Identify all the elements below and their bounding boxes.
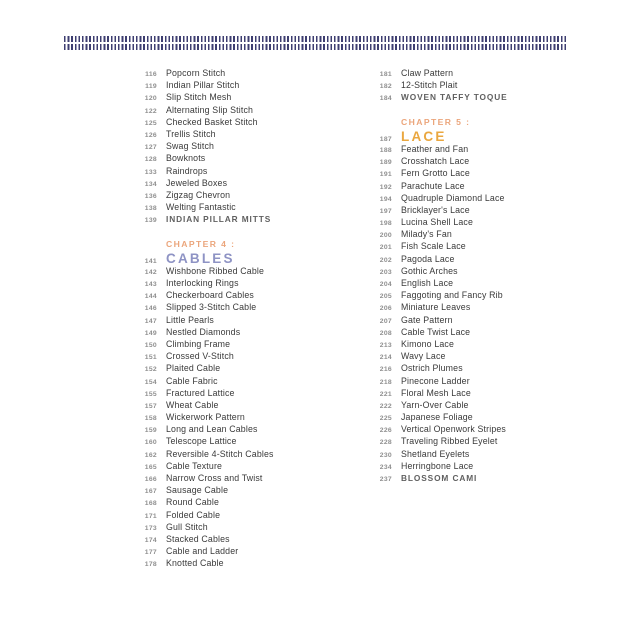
page-number: 167 <box>144 488 157 496</box>
toc-entry-row <box>118 141 358 153</box>
entry-title: Faggoting and Fancy Rib <box>401 290 503 301</box>
entry-title: Plaited Cable <box>166 363 221 374</box>
toc-entry-row <box>353 424 593 436</box>
entry-title: Nestled Diamonds <box>166 326 241 337</box>
entry-title: Round Cable <box>166 497 220 508</box>
entry-title: Indian Pillar Stitch <box>166 80 240 91</box>
page-number: 184 <box>379 95 392 103</box>
entry-title: Interlocking Rings <box>166 278 239 288</box>
toc-entry-row <box>118 436 358 448</box>
toc-entry-row <box>118 117 358 129</box>
toc-entry-row <box>118 510 358 522</box>
page-number: 177 <box>144 549 157 557</box>
toc-entry-row <box>118 400 358 412</box>
page-number: 198 <box>379 220 392 228</box>
toc-entry-row <box>118 92 358 104</box>
page-number: 152 <box>144 366 157 374</box>
toc-entry-row <box>353 278 593 290</box>
entry-title: Narrow Cross and Twist <box>166 473 263 483</box>
chapter-label-row <box>353 117 593 129</box>
entry-title: Traveling Ribbed Eyelet <box>401 436 498 447</box>
entry-title: Ostrich Plumes <box>401 363 463 374</box>
toc-entry-row <box>353 156 593 168</box>
page-number: 159 <box>144 427 157 435</box>
entry-title: Floral Mesh Lace <box>401 387 471 398</box>
spacer <box>118 226 358 238</box>
page-number: 138 <box>144 205 157 213</box>
toc-entry-row <box>353 68 593 80</box>
entry-title: Fractured Lattice <box>166 387 235 398</box>
entry-title: Slipped 3-Stitch Cable <box>166 302 257 313</box>
entry-title: Pinecone Ladder <box>401 375 470 386</box>
page-number: 160 <box>144 439 157 447</box>
page-number: 221 <box>379 390 392 398</box>
decorative-dashed-border <box>64 36 567 50</box>
page-number: 208 <box>379 329 392 337</box>
toc-entry-row <box>118 202 358 214</box>
toc-entry-row <box>353 217 593 229</box>
toc-entry-row <box>118 461 358 473</box>
page-number: 213 <box>379 341 392 349</box>
toc-entry-row <box>118 412 358 424</box>
page-number: 194 <box>379 195 392 203</box>
project-entry-row <box>118 214 358 226</box>
page-number: 197 <box>379 207 392 215</box>
entry-title: Reversible 4-Stitch Cables <box>166 448 274 459</box>
page-number: 122 <box>144 107 157 115</box>
page-number: 126 <box>144 131 157 139</box>
entry-title: Raindrops <box>166 165 208 176</box>
toc-entry-row <box>118 129 358 141</box>
entry-title: Knotted Cable <box>166 558 224 569</box>
page-number: 225 <box>379 415 392 423</box>
toc-entry-row <box>118 153 358 165</box>
toc-entry-row <box>353 449 593 461</box>
entry-title: Crosshatch Lace <box>401 156 470 167</box>
entry-title: Fern Grotto Lace <box>401 168 470 179</box>
toc-entry-row <box>118 278 358 290</box>
page-number: 136 <box>144 192 157 200</box>
toc-entry-row <box>118 388 358 400</box>
page-number: 147 <box>144 317 157 325</box>
page-number: 141 <box>144 257 157 265</box>
entry-title: Little Pearls <box>166 314 214 325</box>
entry-title: Vertical Openwork Stripes <box>401 424 506 435</box>
toc-entry-row <box>118 558 358 570</box>
page-number: 157 <box>144 402 157 410</box>
entry-title: Wheat Cable <box>166 399 219 410</box>
page-number: 178 <box>144 561 157 569</box>
chapter-label: CHAPTER 4 : <box>166 238 236 249</box>
chapter-label-row <box>118 239 358 251</box>
page-number: 207 <box>379 317 392 325</box>
toc-entry-row <box>353 400 593 412</box>
page-number: 188 <box>379 146 392 154</box>
entry-title: Claw Pattern <box>401 68 454 78</box>
entry-title: Climbing Frame <box>166 338 231 349</box>
page-number: 120 <box>144 95 157 103</box>
page-number: 226 <box>379 427 392 435</box>
entry-title: Parachute Lace <box>401 180 465 191</box>
page-number: 158 <box>144 415 157 423</box>
page-number: 149 <box>144 329 157 337</box>
page-number: 155 <box>144 390 157 398</box>
page-number: 174 <box>144 536 157 544</box>
entry-title: Shetland Eyelets <box>401 448 470 459</box>
toc-entry-row <box>118 190 358 202</box>
page-number: 146 <box>144 305 157 313</box>
page-number: 127 <box>144 144 157 152</box>
entry-title: Lucina Shell Lace <box>401 217 473 228</box>
toc-entry-row <box>353 193 593 205</box>
toc-entry-row <box>353 388 593 400</box>
page-number: 142 <box>144 268 157 276</box>
entry-title: Cable and Ladder <box>166 546 239 557</box>
chapter-title-row <box>118 251 358 266</box>
entry-title: Bricklayer's Lace <box>401 204 470 215</box>
page-number: 143 <box>144 281 157 288</box>
toc-entry-row <box>353 254 593 266</box>
entry-title: Quadruple Diamond Lace <box>401 192 505 203</box>
toc-entry-row <box>353 229 593 241</box>
page-number: 128 <box>144 156 157 164</box>
entry-title: Milady's Fan <box>401 229 452 240</box>
entry-title: Slip Stitch Mesh <box>166 92 232 103</box>
entry-title: 12-Stitch Plait <box>401 80 458 91</box>
project-title: BLOSSOM CAMI <box>401 473 478 483</box>
toc-entry-row <box>118 424 358 436</box>
toc-entry-row <box>118 449 358 461</box>
page-number: 206 <box>379 305 392 313</box>
toc-entry-row <box>118 315 358 327</box>
page-number: 139 <box>144 217 157 225</box>
toc-entry-row <box>353 351 593 363</box>
entry-title: Cable Twist Lace <box>401 326 471 337</box>
toc-entry-row <box>353 315 593 327</box>
page-number: 162 <box>144 451 157 459</box>
entry-title: Yarn-Over Cable <box>401 399 469 410</box>
entry-title: Cable Fabric <box>166 375 218 386</box>
project-title: INDIAN PILLAR MITTS <box>166 214 272 225</box>
toc-entry-row <box>118 485 358 497</box>
entry-title: Checked Basket Stitch <box>166 116 258 127</box>
toc-entry-row <box>118 166 358 178</box>
entry-title: Telescope Lattice <box>166 436 237 447</box>
toc-entry-row <box>353 290 593 302</box>
toc-entry-row <box>118 327 358 339</box>
toc-entry-row <box>118 266 358 278</box>
page-number: 216 <box>379 366 392 374</box>
page-number: 151 <box>144 354 157 362</box>
chapter-title-row <box>353 129 593 144</box>
toc-entry-row <box>118 363 358 375</box>
page-number: 181 <box>379 71 392 78</box>
page-number: 134 <box>144 180 157 188</box>
page-number: 165 <box>144 463 157 471</box>
entry-title: Wavy Lace <box>401 351 446 362</box>
entry-title: Jeweled Boxes <box>166 177 228 188</box>
toc-entry-row <box>118 534 358 546</box>
page-number: 168 <box>144 500 157 508</box>
toc-entry-row <box>353 461 593 473</box>
toc-column-left <box>118 68 358 571</box>
page-number: 116 <box>145 71 157 78</box>
toc-entry-row <box>118 546 358 558</box>
entry-title: Zigzag Chevron <box>166 189 231 200</box>
entry-title: Herringbone Lace <box>401 460 474 471</box>
entry-title: Miniature Leaves <box>401 302 471 313</box>
page-number: 144 <box>144 293 157 301</box>
entry-title: Fish Scale Lace <box>401 241 466 252</box>
page-number: 189 <box>379 159 392 167</box>
page-number: 173 <box>144 524 157 532</box>
toc-entry-row <box>353 376 593 388</box>
page-number: 119 <box>145 83 157 91</box>
entry-title: Japanese Foliage <box>401 412 473 423</box>
toc-entry-row <box>118 376 358 388</box>
page-number: 187 <box>379 135 392 143</box>
page-number: 228 <box>379 439 392 447</box>
entry-title: Wickerwork Pattern <box>166 412 245 423</box>
toc-entry-row <box>118 302 358 314</box>
chapter-title: LACE <box>401 128 447 144</box>
toc-entry-row <box>118 522 358 534</box>
toc-entry-row <box>353 80 593 92</box>
dashed-border-row <box>64 36 567 42</box>
toc-entry-row <box>118 339 358 351</box>
project-entry-row <box>353 473 593 485</box>
entry-title: Bowknots <box>166 153 206 164</box>
toc-entry-row <box>353 144 593 156</box>
page-number: 200 <box>379 232 392 240</box>
page-number: 237 <box>379 476 392 483</box>
entry-title: English Lace <box>401 278 454 288</box>
page-number: 133 <box>144 168 157 176</box>
page-number: 203 <box>379 268 392 276</box>
page-number: 182 <box>379 83 392 91</box>
toc-entry-row <box>353 266 593 278</box>
entry-title: Kimono Lace <box>401 338 454 349</box>
toc-entry-row <box>118 178 358 190</box>
page-number: 204 <box>379 281 392 288</box>
toc-entry-row <box>118 497 358 509</box>
page-number: 150 <box>144 341 157 349</box>
page-number: 171 <box>144 512 157 520</box>
page-number: 202 <box>379 256 392 264</box>
entry-title: Pagoda Lace <box>401 253 455 264</box>
entry-title: Stacked Cables <box>166 533 230 544</box>
page-number: 222 <box>379 402 392 410</box>
page-number: 214 <box>379 354 392 362</box>
entry-title: Gothic Arches <box>401 265 458 276</box>
entry-title: Alternating Slip Stitch <box>166 104 254 115</box>
toc-entry-row <box>353 339 593 351</box>
toc-entry-row <box>353 412 593 424</box>
page-number: 234 <box>379 463 392 471</box>
page-number: 218 <box>379 378 392 386</box>
toc-entry-row <box>353 168 593 180</box>
page-number: 125 <box>144 119 157 127</box>
toc-entry-row <box>353 302 593 314</box>
page-number: 205 <box>379 293 392 301</box>
entry-title: Checkerboard Cables <box>166 290 254 301</box>
toc-entry-row <box>353 241 593 253</box>
page-number: 201 <box>379 244 392 252</box>
toc-entry-row <box>353 181 593 193</box>
project-title: WOVEN TAFFY TOQUE <box>401 92 508 103</box>
page-number: 166 <box>144 476 157 483</box>
entry-title: Folded Cable <box>166 509 221 520</box>
chapter-title: CABLES <box>166 250 235 266</box>
page-number: 230 <box>379 451 392 459</box>
toc-entry-row <box>118 68 358 80</box>
toc-entry-row <box>353 205 593 217</box>
entry-title: Cable Texture <box>166 460 223 471</box>
entry-title: Feather and Fan <box>401 143 469 154</box>
toc-entry-row <box>118 290 358 302</box>
entry-title: Gull Stitch <box>166 521 208 532</box>
entry-title: Crossed V-Stitch <box>166 351 234 362</box>
toc-column-right <box>353 68 593 485</box>
chapter-label: CHAPTER 5 : <box>401 116 471 127</box>
entry-title: Wishbone Ribbed Cable <box>166 265 265 276</box>
page-number: 191 <box>379 171 392 179</box>
entry-title: Sausage Cable <box>166 485 229 496</box>
toc-entry-row <box>353 363 593 375</box>
toc-entry-row <box>353 436 593 448</box>
toc-entry-row <box>118 105 358 117</box>
toc-entry-row <box>353 327 593 339</box>
project-entry-row <box>353 92 593 104</box>
entry-title: Welting Fantastic <box>166 202 236 213</box>
entry-title: Trellis Stitch <box>166 128 216 139</box>
entry-title: Gate Pattern <box>401 314 453 325</box>
entry-title: Long and Lean Cables <box>166 424 258 435</box>
dashed-border-row <box>64 44 567 50</box>
toc-entry-row <box>118 351 358 363</box>
spacer <box>353 105 593 117</box>
page-number: 154 <box>144 378 157 386</box>
toc-entry-row <box>118 80 358 92</box>
page-number: 192 <box>379 183 392 191</box>
entry-title: Popcorn Stitch <box>166 68 226 78</box>
entry-title: Swag Stitch <box>166 141 215 152</box>
toc-entry-row <box>118 473 358 485</box>
